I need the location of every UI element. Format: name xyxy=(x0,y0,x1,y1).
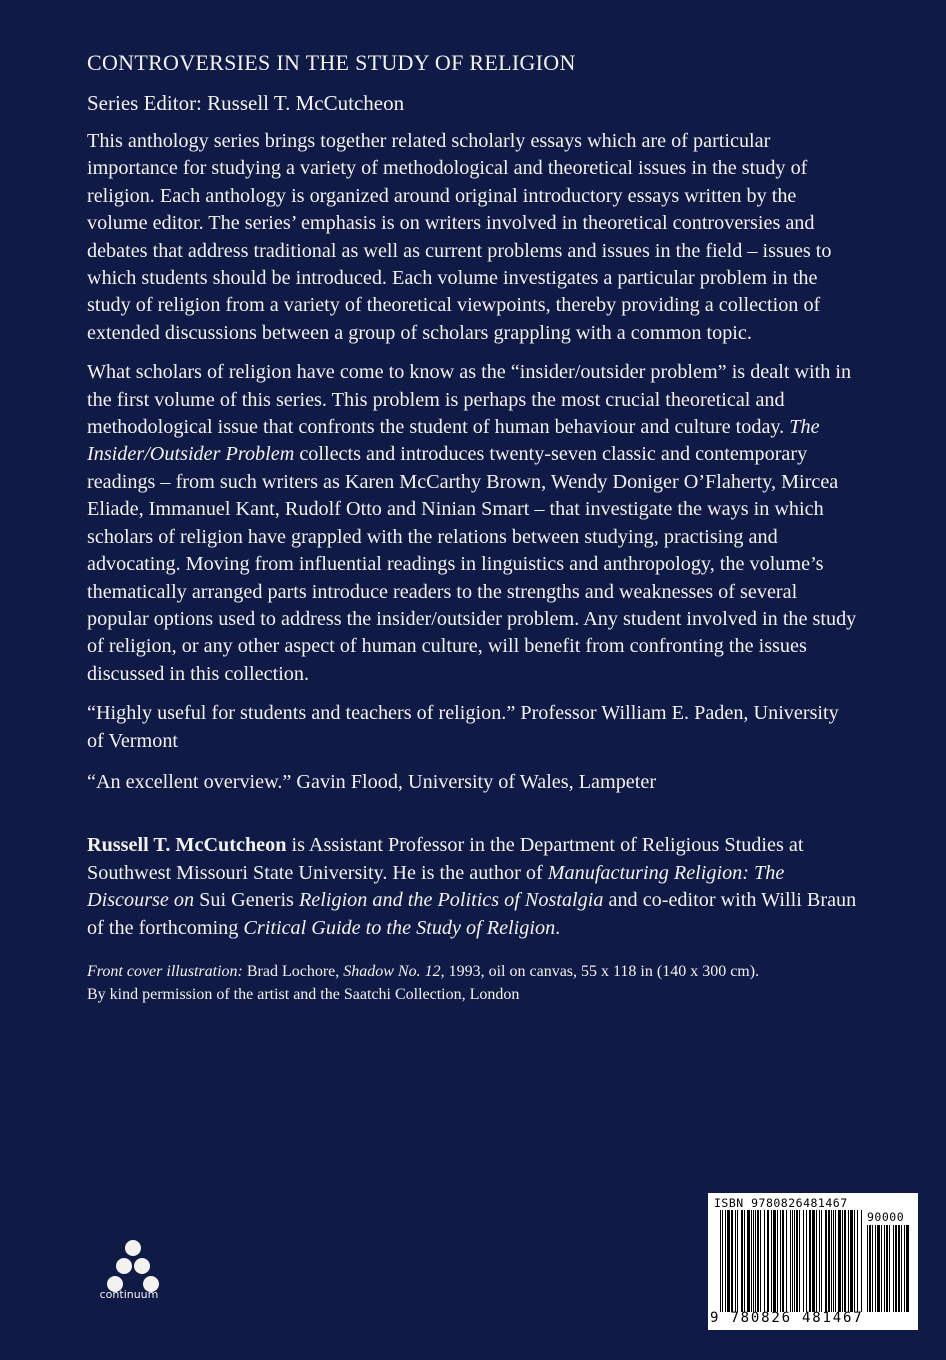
barcode-addon-bars xyxy=(867,1225,914,1312)
cover-credit xyxy=(87,960,857,1006)
credit-label: Front cover illustration: xyxy=(87,962,243,980)
series-title: CONTROVERSIES IN THE STUDY OF RELIGION xyxy=(87,50,576,75)
price-code: 90000 xyxy=(867,1210,905,1224)
volume-description xyxy=(87,359,857,688)
author-book-title-roman: Sui Generis xyxy=(194,889,299,912)
credit-permission: By kind permission of the artist and the Saatchi Collection, London xyxy=(87,985,520,1003)
author-book-title: Manufacturing Religion: The Discourse on xyxy=(87,861,785,912)
endorsement-quote: “Highly useful for students and teachers of religion.” Professor William E. Paden, University of Vermont xyxy=(87,702,839,752)
isbn-label: ISBN 9780826481467 xyxy=(714,1196,848,1210)
credit-work: Shadow No. 12 xyxy=(343,962,441,980)
author-bio-text: and co-editor with Willi Braun of the forthcoming xyxy=(87,889,857,939)
author-name: Russell T. McCutcheon xyxy=(87,834,287,857)
barcode-digits: 9 780826 481467 xyxy=(710,1310,864,1326)
isbn-barcode xyxy=(708,1193,918,1330)
series-editor: Series Editor: Russell T. McCutcheon xyxy=(87,91,405,115)
author-bio-text: is Assistant Professor in the Department of Religious Studies at Southwest Missouri State University. He is the author of xyxy=(87,834,804,884)
volume-description-text-continued: collects and introduces twenty-seven classic and contemporary readings – from such writers as Karen McCarthy Brown, Wendy Doniger O’Flaherty, Mircea Eliade, Immanuel Kant, Rudolf Otto and Ninian Smart – that investigate the ways in which scholars of religion have grappled with the relations between studying, practising and advocating. Moving from influential readings in linguistics and anthropology, the volume’s thematically arranged parts introduce readers to the strengths and weaknesses of several popular options used to address the insider/outsider problem. Any student involved in the study of religion, or any other aspect of human culture, will benefit from confronting the issues discussed in this collection. xyxy=(87,443,857,685)
series-description: This anthology series brings together related scholarly essays which are of particular importance for studying a variety of methodological and theoretical issues in the study of religion. Each anthology is organized around original introductory essays written by the volume editor. The series’ emphasis is on writers involved in theoretical controversies and debates that address traditional as well as current problems and issues in the field – issues to which students should be introduced. Each volume investigates a particular problem in the study of religion from a variety of theoretical viewpoints, thereby providing a collection of extended discussions between a group of scholars grappling with a common topic. xyxy=(87,130,832,344)
author-bio-text: . xyxy=(555,916,561,939)
volume-description-text: What scholars of religion have come to know as the “insider/outsider problem” is dealt with in the first volume of this series. This problem is perhaps the most crucial theoretical and methodological issue that confronts the student of human behaviour and culture today. xyxy=(87,361,852,439)
author-book-title-cont: Religion and the Politics of Nostalgia xyxy=(298,889,604,912)
publisher-name: continuum xyxy=(99,1288,159,1301)
barcode-bars xyxy=(720,1210,862,1312)
credit-artist: Brad Lochore, xyxy=(242,962,344,980)
back-cover-text xyxy=(87,48,857,1006)
author-book2-title: Critical Guide to the Study of Religion xyxy=(243,916,556,939)
endorsement-quote: “An excellent overview.” Gavin Flood, University of Wales, Lampeter xyxy=(87,770,657,793)
author-bio xyxy=(87,832,857,942)
book-title: The Insider/Outsider Problem xyxy=(87,416,820,466)
credit-details: , 1993, oil on canvas, 55 x 118 in (140 x 300 cm). xyxy=(440,962,760,980)
